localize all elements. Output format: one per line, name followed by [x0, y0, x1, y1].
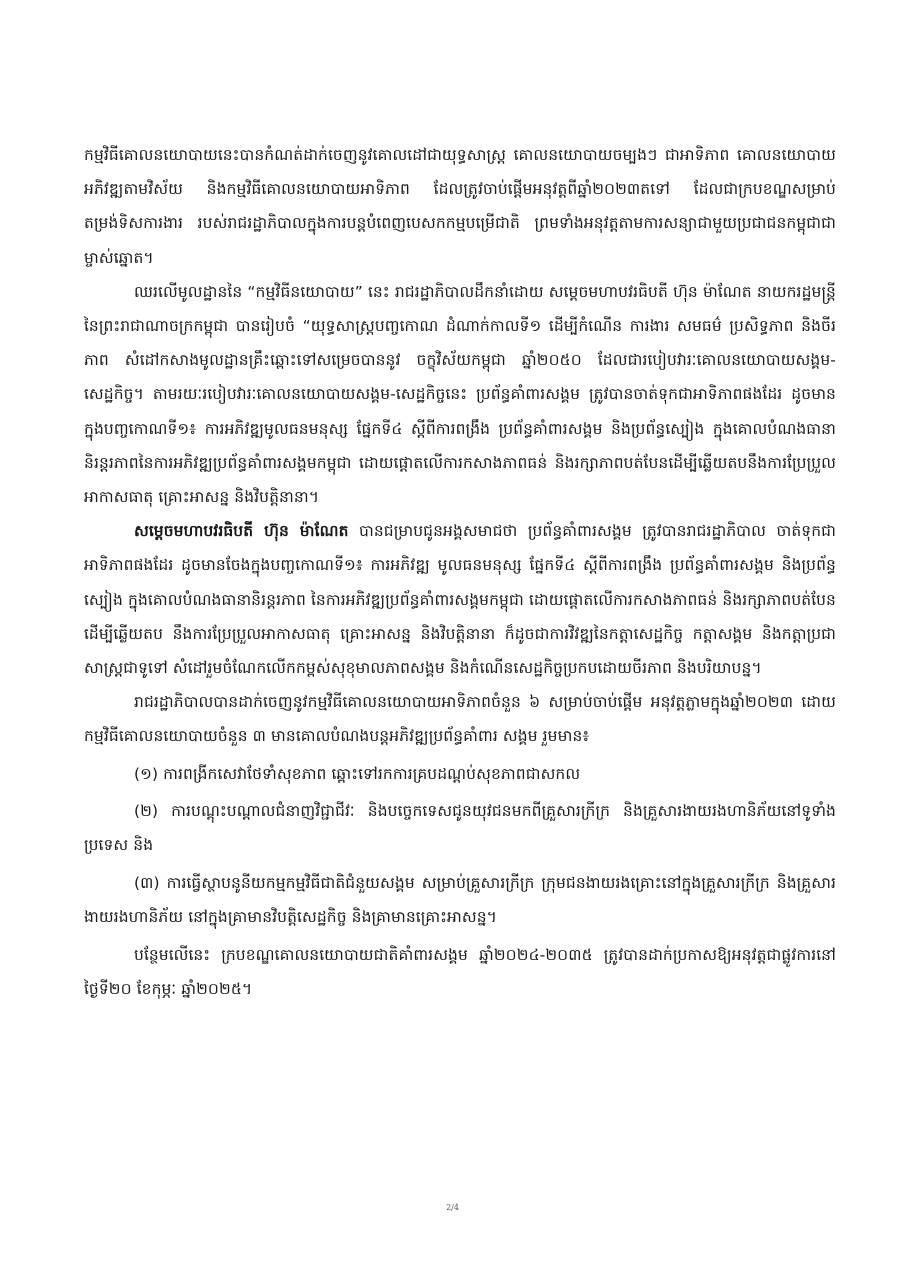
document-body — [84, 138, 836, 1006]
paragraph-prime-minister-statement — [84, 514, 836, 685]
paragraph-priority-programs: រាជរដ្ឋាភិបាលបានដាក់ចេញនូវកម្មវិធីគោលនយោបាយអាទិភាពចំនួន ៦ សម្រាប់ចាប់ផ្តើម អនុវត្តភ្លាមក្នុងឆ្នាំ២០២៣ ដោយកម្មវិធីគោលនយោបាយចំនួន ៣ មានគោលបំណងបន្តអភិវឌ្ឍប្រព័ន្ធគាំពារ សង្គម រួមមាន៖ — [84, 693, 836, 746]
list-item-health-care: (១) ការពង្រីកសេវាថែទាំសុខភាព ឆ្ពោះទៅរកការគ្របដណ្តប់សុខភាពជាសកល — [134, 764, 581, 783]
paragraph-pentagonal-strategy: ឈរលើមូលដ្ឋាននៃ “កម្មវិធីនយោបាយ” នេះ រាជរដ្ឋាភិបាលដឹកនាំដោយ សម្តេចមហាបវរធិបតី ហ៊ុន ម៉ាណែត នាយករដ្ឋមន្ត្រី នៃព្រះរាជាណាចក្រកម្ពុជា បានរៀបចំ “យុទ្ធសាស្ត្របញ្ចកោណ ដំណាក់កាលទី១ ដើម្បីកំណើន ការងារ សមធម៌ ប្រសិទ្ធភាព និងចីរភាព សំដៅកសាងមូលដ្ឋានគ្រឹះឆ្ពោះទៅសម្រេចបាននូវ ចក្ខុវិស័យកម្ពុជា ឆ្នាំ២០៥០ ដែលជារបៀបវារៈគោលនយោបាយសង្គម-សេដ្ឋកិច្ច។ តាមរយៈរបៀបវារៈគោលនយោបាយសង្គម-សេដ្ឋកិច្ចនេះ ប្រព័ន្ធគាំពារសង្គម ត្រូវបានចាត់ទុកជាអាទិភាពផងដែរ ដូចមានក្នុងបញ្ចកោណទី១៖ ការអភិវឌ្ឍមូលធនមនុស្ស ផ្នែកទី៤ ស្តីពីការពង្រឹង ប្រព័ន្ធគាំពារសង្គម និងប្រព័ន្ធស្បៀង ក្នុងគោលបំណងធានានិរន្តរភាពនៃការអភិវឌ្ឍប្រព័ន្ធគាំពារសង្គមកម្ពុជា ដោយផ្តោតលើការកសាងភាពធន់ និងរក្សាភាពបត់បែនដើម្បីឆ្លើយតបនឹងការប្រែប្រួលអាកាសធាតុ គ្រោះអាសន្ន និងវិបត្តិនានា។ — [84, 282, 836, 507]
list-item-social-assistance: (៣) ការធ្វើស្ថាបនូនីយកម្មកម្មវិធីជាតិជំនួយសង្គម សម្រាប់គ្រួសារក្រីក្រ ក្រុមជនងាយរងគ្រោះនៅក្នុងគ្រួសារក្រីក្រ និងគ្រួសារងាយរងហានិភ័យ នៅក្នុងគ្រាមានវិបត្តិសេដ្ឋកិច្ច និងគ្រាមានគ្រោះអាសន្ន។ — [84, 874, 836, 927]
list-item-vocational-training: (២) ការបណ្តុះបណ្តាលជំនាញវិជ្ជាជីវៈ និងបច្ចេកទេសជូនយុវជនមកពីគ្រួសារក្រីក្រ និងគ្រួសារងាយរងហានិភ័យនៅទូទាំងប្រទេស និង — [84, 801, 836, 855]
paragraph-policy-program: កម្មវិធីគោលនយោបាយនេះបានកំណត់ដាក់ចេញនូវគោលដៅជាយុទ្ធសាស្ត្រ គោលនយោបាយចម្បងៗ ជាអាទិភាព គោលនយោបាយអភិវឌ្ឍតាមវិស័យ និងកម្មវិធីគោលនយោបាយអាទិភាព ដែលត្រូវចាប់ផ្តើមអនុវត្តពីឆ្នាំ២០២៣តទៅ ដែលជាក្របខណ្ឌសម្រាប់តម្រង់ទិសការងារ របស់រាជរដ្ឋាភិបាលក្នុងការបន្តបំពេញបេសកកម្មបម្រើជាតិ ព្រមទាំងអនុវត្តតាមការសន្យាជាមួយប្រជាជនកម្ពុជាជាម្ចាស់ឆ្នោត។ — [84, 146, 836, 267]
paragraph-national-framework: បន្ថែមលើនេះ ក្របខណ្ឌគោលនយោបាយជាតិគាំពារសង្គម ឆ្នាំ២០២៤-២០៣៥ ត្រូវបានដាក់ប្រកាសឱ្យអនុវត្តជាផ្លូវការនៅថ្ងៃទី២០ ខែកុម្ភៈ ឆ្នាំ២០២៥។ — [84, 945, 836, 998]
prime-minister-name: សម្តេចមហាបវរធិបតី ហ៊ុន ម៉ាណែត — [134, 522, 349, 541]
statement-text: បានជម្រាបជូនអង្គសមាជថា ប្រព័ន្ធគាំពារសង្គម ត្រូវបានរាជរដ្ឋាភិបាល ចាត់ទុកជាអាទិភាពផងដែរ ដូចមានចែងក្នុងបញ្ចកោណទី១៖ ការអភិវឌ្ឍ មូលធនមនុស្ស ផ្នែកទី៤ ស្តីពីការពង្រឹង ប្រព័ន្ធគាំពារសង្គម និងប្រព័ន្ធស្បៀង ក្នុងគោលបំណងធានានិរន្តរភាព នៃការអភិវឌ្ឍប្រព័ន្ធគាំពារសង្គមកម្ពុជា ដោយផ្តោតលើការកសាងភាពធន់ និងរក្សាភាពបត់បែនដើម្បីឆ្លើយតប នឹងការប្រែប្រួលអាកាសធាតុ គ្រោះអាសន្ន និងវិបត្តិនានា ក៏ដូចជាការវិវឌ្ឍនៃកត្តាសេដ្ឋកិច្ច កត្តាសង្គម និងកត្តាប្រជាសាស្ត្រជាទូទៅ សំដៅរួមចំណែកលើកកម្ពស់សុខុមាលភាពសង្គម និងកំណើនសេដ្ឋកិច្ចប្រកបដោយចីរភាព និងបរិយាបន្ន។ — [84, 522, 836, 678]
page-number: 2/4 — [446, 1203, 459, 1212]
